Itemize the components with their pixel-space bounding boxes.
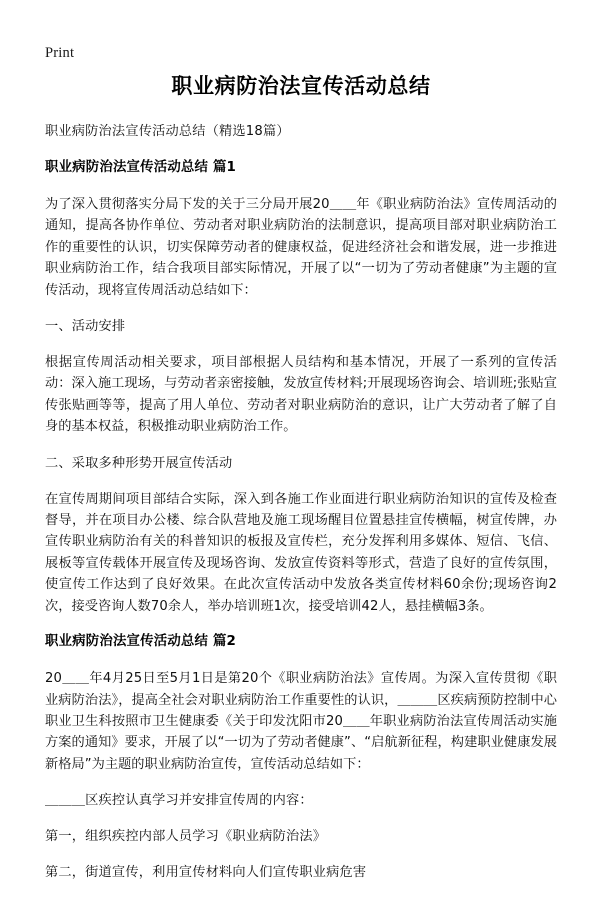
section-1-subsection-2-body: 在宣传周期间项目部结合实际，深入到各施工作业面进行职业病防治知识的宣传及检查督导，并在项目办公楼、综合队营地及施工现场醒目位置悬挂宣传横幅，树宣传牌，办宣传职业病防治有关的科普知识的板报及宣传栏，充分发挥利用多媒体、短信、飞信、展板等宣传载体开展宣传及现场咨询、发放宣传资料等形式，营造了良好的宣传氛围，使宣传工作达到了良好效果。在此次宣传活动中发放各类宣传材料60余份;现场咨询2次，接受咨询人数70余人，举办培训班1次，接受培训42人，悬挂横幅3条。 — [45, 491, 557, 614]
section-1-subsection-1-body: 根据宣传周活动相关要求，项目部根据人员结构和基本情况，开展了一系列的宣传活动：深入施工现场，与劳动者亲密接触，发放宣传材料;开展现场咨询会、培训班;张贴宣传张贴画等等，提高了用人单位、劳动者对职业病防治的意识，让广大劳动者了解了自身的基本权益，积极推动职业病防治工作。 — [45, 355, 558, 435]
list-item: 第二，街道宣传，利用宣传材料向人们宣传职业病危害 — [45, 865, 367, 881]
section-heading-2: 职业病防治法宣传活动总结 篇2 — [45, 634, 237, 650]
print-button[interactable]: Print — [45, 45, 75, 61]
section-2-list-intro: ＿＿＿区疾控认真学习并安排宣传周的内容： — [45, 793, 313, 809]
section-1-intro-paragraph: 为了深入贯彻落实分局下发的关于三分局开展20＿＿年《职业病防治法》宣传周活动的通知，提高各协作单位、劳动者对职业病防治的法制意识，提高项目部对职业病防治工作的重要性的认识，切实保障劳动者的健康权益，促进经济社会和谐发展，进一步推进职业病防治工作，结合我项目部实际情况，开展了以“一切为了劳动者健康”为主题的宣传活动，现将宣传周活动总结如下： — [45, 197, 557, 298]
document-body — [45, 72, 557, 898]
document-subtitle: 职业病防治法宣传活动总结（精选18篇） — [45, 124, 290, 139]
list-item: 第一，组织疾控内部人员学习《职业病防治法》 — [45, 829, 327, 845]
section-1-subheading-1: 一、活动安排 — [45, 319, 126, 335]
section-2-intro-paragraph: 20＿＿年4月25日至5月1日是第20个《职业病防治法》宣传周。为深入宣传贯彻《职业病防治法》，提高全社会对职业病防治工作重要性的认识，＿＿＿区疾病预防控制中心职业卫生科按照市卫生健康委《关于印发沈阳市20＿＿年职业病防治法宣传周活动实施方案的通知》要求，开展了以“一切为了劳动者健康”、“启航新征程，构建职业健康发展新格局”为主题的职业病防治宣传，宣传活动总结如下： — [45, 671, 557, 772]
section-heading-1: 职业病防治法宣传活动总结 篇1 — [45, 160, 237, 175]
section-1-subheading-2: 二、采取多种形势开展宣传活动 — [45, 455, 233, 471]
page-title: 职业病防治法宣传活动总结 — [171, 74, 431, 98]
